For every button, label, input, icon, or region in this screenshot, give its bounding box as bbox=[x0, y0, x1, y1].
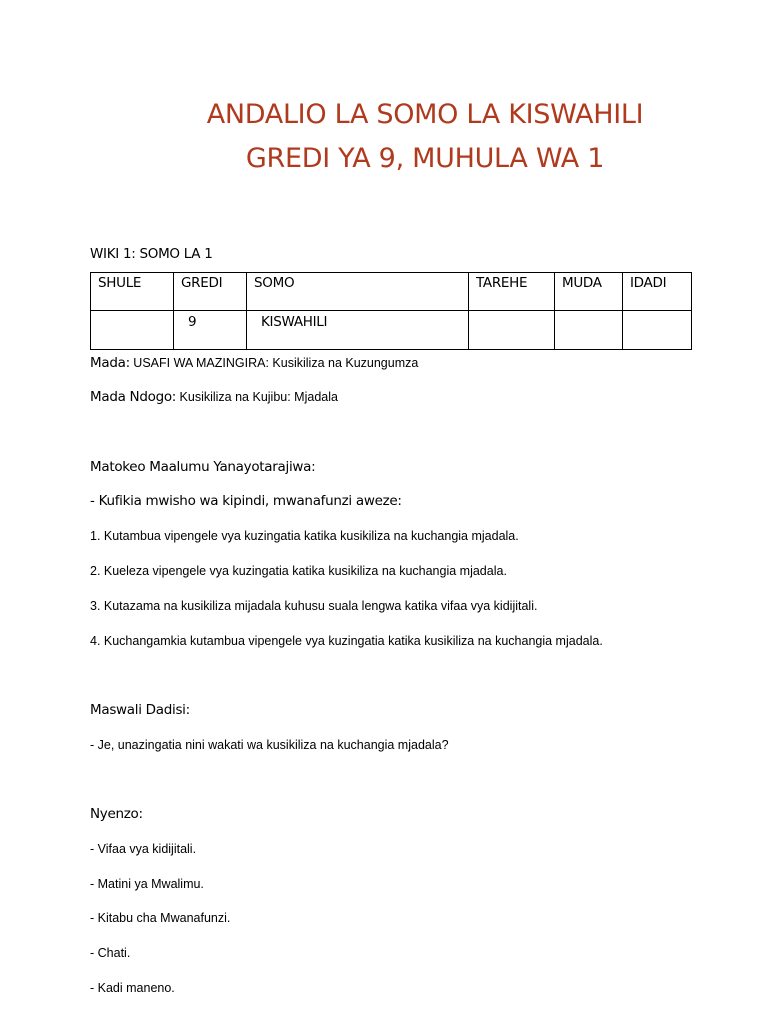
table-cell bbox=[91, 311, 174, 350]
table-header-row bbox=[91, 273, 692, 311]
table-header-cell: GREDI bbox=[174, 273, 247, 311]
table-header-cell: SOMO bbox=[247, 273, 469, 311]
week-heading: WIKI 1: SOMO LA 1 bbox=[90, 246, 213, 262]
lesson-info-table bbox=[90, 272, 692, 350]
mada-ndogo-line bbox=[90, 389, 338, 405]
list-item: - Je, unazingatia nini wakati wa kusikiliza na kuchangia mjadala? bbox=[90, 738, 449, 752]
table-header-cell: MUDA bbox=[555, 273, 623, 311]
table-header-cell: IDADI bbox=[623, 273, 692, 311]
table-cell: KISWAHILI bbox=[247, 311, 469, 350]
list-item: 2. Kueleza vipengele vya kuzingatia katika kusikiliza na kuchangia mjadala. bbox=[90, 564, 507, 578]
resources-heading: Nyenzo: bbox=[90, 806, 143, 822]
document-title-line2: GREDI YA 9, MUHULA WA 1 bbox=[245, 143, 605, 174]
document-title-line1: ANDALIO LA SOMO LA KISWAHILI bbox=[206, 99, 644, 130]
mada-label: Mada: bbox=[90, 355, 130, 371]
list-item: 1. Kutambua vipengele vya kuzingatia katika kusikiliza na kuchangia mjadala. bbox=[90, 529, 519, 543]
list-item: 3. Kutazama na kusikiliza mijadala kuhusu suala lengwa katika vifaa vya kidijitali. bbox=[90, 599, 538, 613]
list-item: - Chati. bbox=[90, 946, 131, 960]
list-item: - Kitabu cha Mwanafunzi. bbox=[90, 911, 231, 925]
table-cell: 9 bbox=[174, 311, 247, 350]
table-row bbox=[91, 311, 692, 350]
mada-value: USAFI WA MAZINGIRA: Kusikiliza na Kuzungumza bbox=[129, 356, 419, 370]
outcomes-intro: - Kufikia mwisho wa kipindi, mwanafunzi aweze: bbox=[90, 493, 402, 509]
list-item: - Kadi maneno. bbox=[90, 981, 175, 995]
list-item: - Vifaa vya kidijitali. bbox=[90, 842, 197, 856]
table-cell bbox=[469, 311, 555, 350]
mada-line bbox=[90, 355, 418, 371]
outcomes-heading: Matokeo Maalumu Yanayotarajiwa: bbox=[90, 459, 316, 475]
questions-heading: Maswali Dadisi: bbox=[90, 702, 190, 718]
table-header-cell: TAREHE bbox=[469, 273, 555, 311]
table-header-cell: SHULE bbox=[91, 273, 174, 311]
mada-ndogo-label: Mada Ndogo: bbox=[90, 389, 177, 405]
table-cell bbox=[555, 311, 623, 350]
list-item: - Matini ya Mwalimu. bbox=[90, 877, 204, 891]
table-cell bbox=[623, 311, 692, 350]
list-item: 4. Kuchangamkia kutambua vipengele vya kuzingatia katika kusikiliza na kuchangia mjadala. bbox=[90, 634, 603, 648]
mada-ndogo-value: Kusikiliza na Kujibu: Mjadala bbox=[176, 390, 338, 404]
